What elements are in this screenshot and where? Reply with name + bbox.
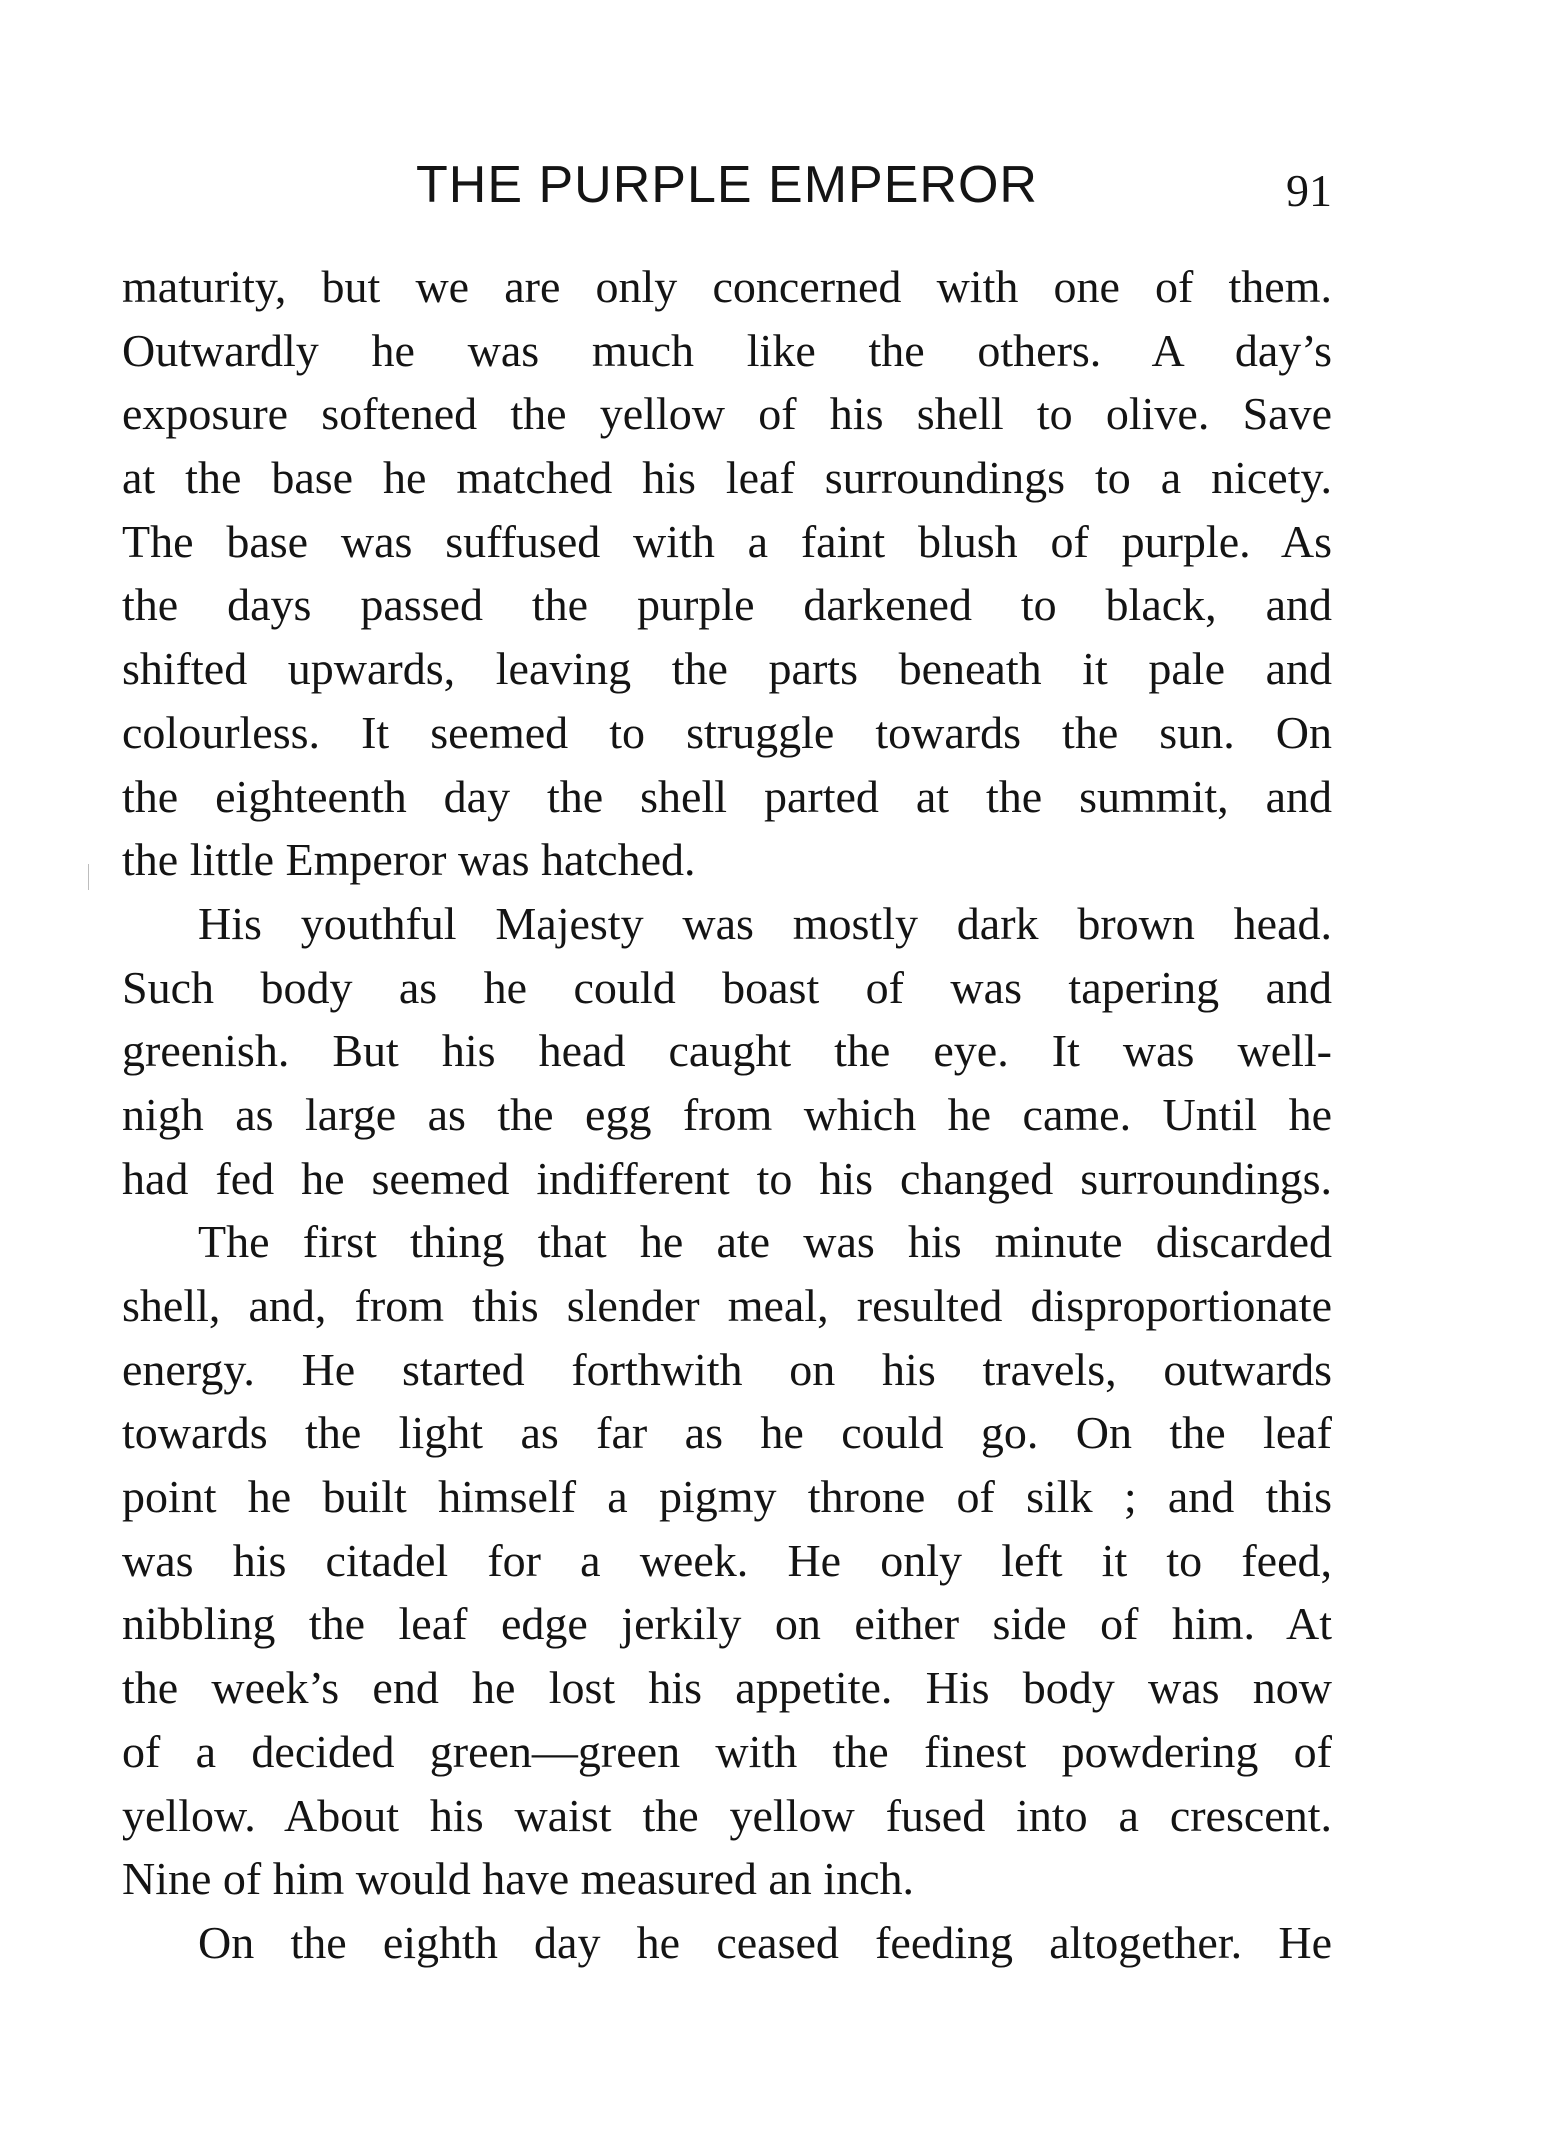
text-line: colourless. It seemed to struggle towards the sun. On <box>122 706 1332 758</box>
text-line: was his citadel for a week. He only left it to feed, <box>122 1534 1332 1586</box>
text-line: the eighteenth day the shell parted at the summit, and <box>122 770 1332 822</box>
running-title: THE PURPLE EMPEROR <box>416 156 1038 214</box>
text-line: the little Emperor was hatched. <box>122 834 696 886</box>
text-line: at the base he matched his leaf surroundings to a nicety. <box>122 452 1332 504</box>
text-line: the week’s end he lost his appetite. His body was now <box>122 1662 1332 1714</box>
body-text <box>122 255 1332 1975</box>
text-line: yellow. About his waist the yellow fused into a crescent. <box>122 1789 1332 1841</box>
page-number: 91 <box>1286 165 1332 216</box>
text-line: point he built himself a pigmy throne of silk ; and this <box>122 1471 1332 1523</box>
text-line: The base was suffused with a faint blush of purple. As <box>122 515 1332 567</box>
text-line: nigh as large as the egg from which he came. Until he <box>122 1088 1332 1140</box>
text-line: nibbling the leaf edge jerkily on either side of him. At <box>122 1598 1332 1650</box>
text-line: had fed he seemed indifferent to his changed surroundings. <box>122 1152 1332 1204</box>
text-line: shifted upwards, leaving the parts beneath it pale and <box>122 643 1332 695</box>
text-line: The first thing that he ate was his minute discarded <box>198 1216 1332 1268</box>
text-line: On the eighth day he ceased feeding altogether. He <box>198 1916 1332 1968</box>
text-line: exposure softened the yellow of his shell to olive. Save <box>122 388 1332 440</box>
text-line: of a decided green—green with the finest powdering of <box>122 1725 1332 1777</box>
text-line: shell, and, from this slender meal, resulted disproportionate <box>122 1280 1332 1331</box>
text-line: energy. He started forthwith on his travels, outwards <box>122 1343 1332 1395</box>
text-line: towards the light as far as he could go. On the leaf <box>122 1407 1332 1459</box>
text-line: Such body as he could boast of was tapering and <box>122 961 1332 1013</box>
text-line: His youthful Majesty was mostly dark brown head. <box>198 897 1332 949</box>
text-line: Outwardly he was much like the others. A day’s <box>122 324 1332 376</box>
text-line: the days passed the purple darkened to black, and <box>122 579 1332 631</box>
margin-mark <box>88 864 89 890</box>
text-line: Nine of him would have measured an inch. <box>122 1853 914 1905</box>
text-line: maturity, but we are only concerned with one of them. <box>122 261 1332 312</box>
text-line: greenish. But his head caught the eye. It was well- <box>122 1025 1332 1077</box>
running-head <box>122 150 1332 220</box>
